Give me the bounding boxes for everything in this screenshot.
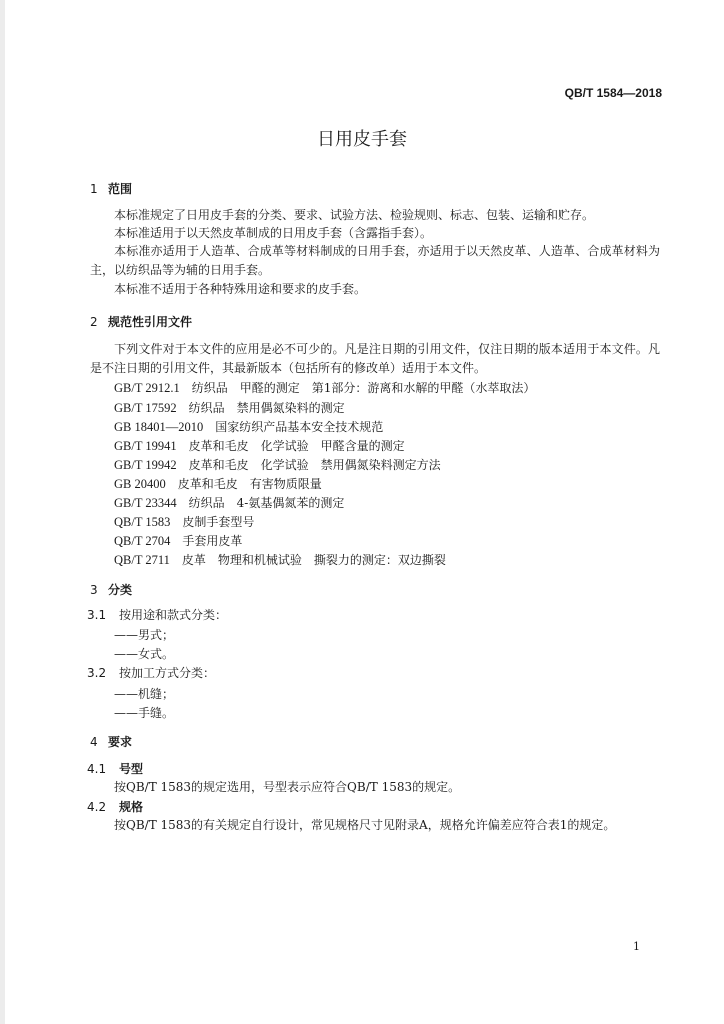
section-number: 2 [90, 315, 98, 329]
paragraph: 按QB/T 1583的有关规定自行设计，常见规格尺寸见附录A，规格允许偏差应符合表1的规定。 [114, 818, 616, 832]
page-number: 1 [633, 940, 640, 953]
reference-item: GB 20400 皮革和毛皮 有害物质限量 [114, 477, 322, 491]
standard-code: QB/T 1584—2018 [564, 86, 662, 100]
reference-item: QB/T 2711 皮革 物理和机械试验 撕裂力的测定：双边撕裂 [114, 553, 446, 567]
reference-item: GB/T 2912.1 纺织品 甲醛的测定 第1部分：游离和水解的甲醛（水萃取法） [114, 381, 536, 395]
paragraph: 本标准不适用于各种特殊用途和要求的皮手套。 [114, 282, 367, 296]
section-number: 1 [90, 182, 98, 196]
reference-item: QB/T 2704 手套用皮革 [114, 534, 243, 548]
section-3-heading [90, 581, 132, 598]
section-title: 规范性引用文件 [108, 315, 193, 329]
section-title: 要求 [108, 735, 133, 749]
paragraph: 本标准亦适用于人造革、合成革等材料制成的日用手套，亦适用于以天然皮革、人造革、合成革材料为主，以纺织品等为辅的日用手套。 [90, 244, 660, 277]
reference-item: GB/T 19942 皮革和毛皮 化学试验 禁用偶氮染料测定方法 [114, 458, 441, 472]
document-title: 日用皮手套 [317, 129, 407, 150]
section-2-heading [90, 313, 192, 330]
section-1-heading [90, 180, 132, 197]
subsection-heading: 4.1 号型 [87, 762, 144, 776]
reference-item: GB/T 19941 皮革和毛皮 化学试验 甲醛含量的测定 [114, 439, 405, 453]
list-item: ——手缝。 [114, 706, 175, 720]
paragraph: 本标准规定了日用皮手套的分类、要求、试验方法、检验规则、标志、包装、运输和贮存。 [114, 208, 595, 222]
paragraph: 下列文件对于本文件的应用是必不可少的。凡是注日期的引用文件，仅注日期的版本适用于本文件。凡是不注日期的引用文件，其最新版本（包括所有的修改单）适用于本文件。 [90, 342, 660, 375]
paragraph: 本标准适用于以天然皮革制成的日用皮手套（含露指手套）。 [114, 226, 433, 240]
section-title: 分类 [108, 583, 133, 597]
reference-item: QB/T 1583 皮制手套型号 [114, 515, 255, 529]
section-number: 3 [90, 583, 98, 597]
paragraph: 按QB/T 1583的规定选用，号型表示应符合QB/T 1583的规定。 [114, 780, 461, 794]
reference-item: GB 18401—2010 国家纺织产品基本安全技术规范 [114, 420, 384, 434]
reference-item: GB/T 23344 纺织品 4-氨基偶氮苯的测定 [114, 496, 345, 510]
scan-edge [0, 0, 5, 1024]
subsection-heading: 3.1 按用途和款式分类： [87, 608, 228, 622]
subsection-heading: 3.2 按加工方式分类： [87, 666, 216, 680]
list-item: ——男式； [114, 628, 175, 642]
list-item: ——机缝； [114, 687, 175, 701]
reference-item: GB/T 17592 纺织品 禁用偶氮染料的测定 [114, 401, 345, 415]
section-title: 范围 [108, 182, 133, 196]
subsection-heading: 4.2 规格 [87, 800, 144, 814]
section-number: 4 [90, 735, 98, 749]
section-4-heading [90, 733, 132, 750]
list-item: ——女式。 [114, 647, 175, 661]
